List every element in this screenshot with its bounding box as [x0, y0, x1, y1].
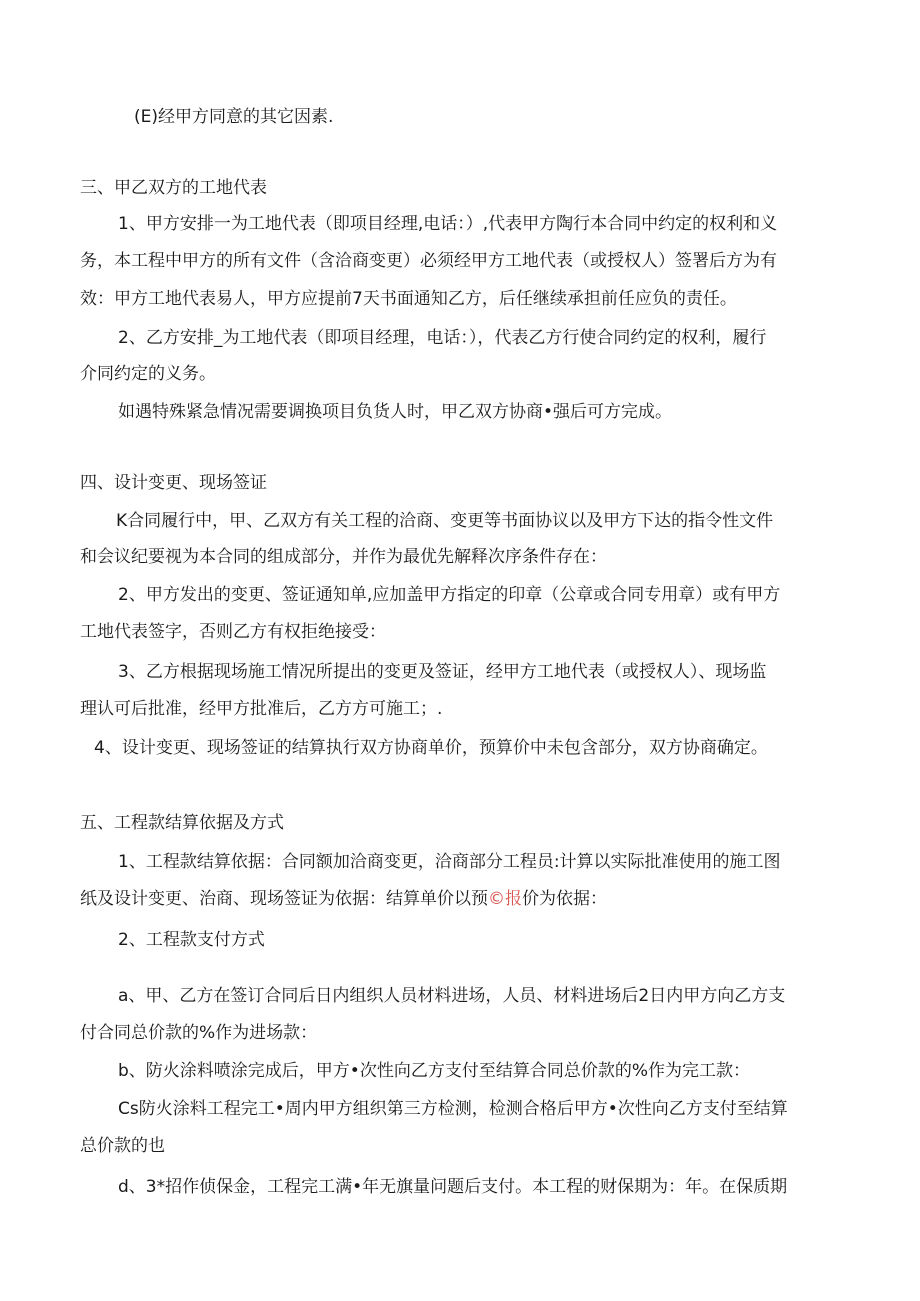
text-line: K合同履行中，甲、乙双方有关工程的洽商、变更等书面协议以及甲方下达的指令性文件 — [116, 511, 774, 531]
text-line: 3、乙方根据现场施工情况所提出的变更及签证，经甲方工地代表（或授权人）、现场监 — [118, 662, 767, 682]
text-line: 介同约定的义务。 — [80, 364, 216, 384]
text-line: a、甲、乙方在签订合同后日内组织人员材料进场，人员、材料进场后2日内甲方向乙方支 — [118, 986, 786, 1006]
text-line: 总价款的也 — [80, 1136, 165, 1156]
text-line: 2、工程款支付方式 — [118, 930, 265, 950]
text-line: 2、甲方发出的变更、签证通知单,应加盖甲方指定的印章（公章或合同专用章）或有甲方 — [118, 585, 781, 605]
text-line: 效：甲方工地代表易人，甲方应提前7天书面通知乙方，后任继续承担前任应负的责任。 — [80, 289, 737, 309]
text-line: 如遇特殊紧急情况需要调换项目负货人时，甲乙双方协商•强后可方完成。 — [118, 402, 673, 422]
text-line: 1、工程款结算依据：合同额加洽商变更，洽商部分工程员:计算以实际批准使用的施工图 — [118, 852, 781, 872]
section-heading: 五、工程款结算依据及方式 — [80, 813, 284, 833]
text-line: 4、设计变更、现场签证的结算执行双方协商单价，预算价中未包含部分，双方协商确定。 — [94, 738, 768, 758]
stamp-mark: ©报 — [488, 889, 522, 909]
text-line: 务，本工程中甲方的所有文件（含洽商变更）必须经甲方工地代表（或授权人）签署后方为有 — [80, 251, 777, 271]
text-line: 2、乙方安排_为工地代表（即项目经理，电话：），代表乙方行使合同约定的权利，履行 — [118, 328, 767, 348]
section-heading: 四、设计变更、现场签证 — [80, 473, 267, 493]
text-line: b、防火涂料喷涂完成后，甲方•次性向乙方支付至结算合同总价款的%作为完工款： — [118, 1061, 750, 1081]
text-segment: 纸及设计变更、治商、现场签证为依据：结算单价以预 — [80, 889, 488, 909]
text-line: 工地代表签字，否则乙方有权拒绝接受： — [80, 622, 386, 642]
text-line: (E)经甲方同意的其它因素. — [134, 107, 334, 127]
text-line: d、3*招作侦保金，工程完工满•年无旗量问题后支付。本工程的财保期为：年。在保质期 — [118, 1177, 788, 1197]
text-segment: 价为依据： — [522, 889, 607, 909]
text-line: 和会议纪要视为本合同的组成部分，并作为最优先解释次序条件存在： — [80, 547, 607, 567]
text-line: 理认可后批准，经甲方批准后，乙方方可施工；. — [80, 699, 443, 719]
text-line: Cs防火涂料工程完工•周内甲方组织第三方检测，检测合格后甲方•次性向乙方支付至结算 — [118, 1099, 788, 1119]
section-heading: 三、甲乙双方的工地代表 — [80, 178, 267, 198]
text-line: 付合同总价款的%作为进场款： — [80, 1023, 318, 1043]
text-line — [80, 888, 607, 910]
text-line: 1、甲方安排一为工地代表（即项目经理,电话：）,代表甲方陶行本合同中约定的权利和义 — [118, 214, 778, 234]
